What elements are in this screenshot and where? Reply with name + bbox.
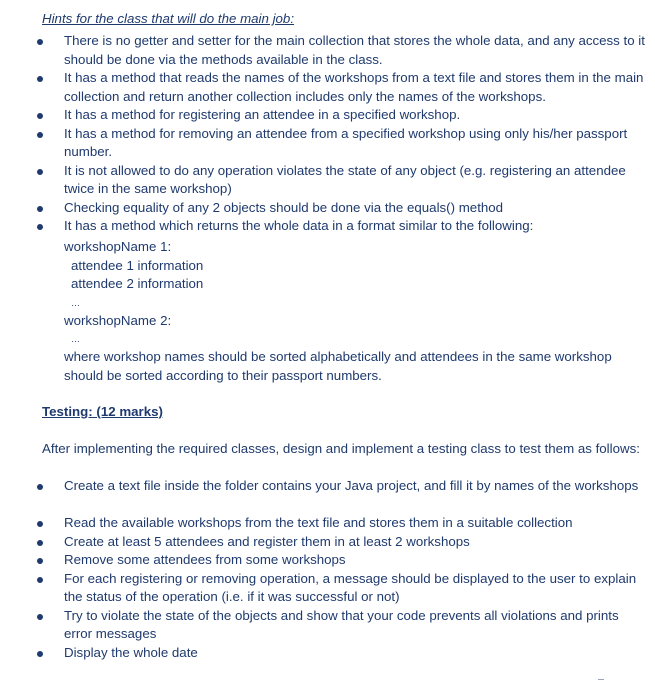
attendee-line: attendee 1 information — [71, 257, 204, 273]
bullet-icon — [37, 577, 43, 583]
list-item — [0, 217, 655, 236]
list-item — [0, 125, 655, 162]
hints-heading: Hints for the class that will do the main job: — [42, 11, 295, 26]
bullet-icon — [37, 76, 43, 82]
page-edge-mark — [598, 679, 604, 680]
bullet-icon — [37, 484, 43, 490]
testing-heading: Testing: (12 marks) — [42, 404, 163, 419]
testing-text: Create a text file inside the folder contains your Java project, and fill it by names of the workshops — [64, 478, 639, 493]
list-item — [0, 32, 655, 69]
hint-text: It has a method for removing an attendee from a specified workshop using only his/her passport number. — [64, 125, 628, 160]
list-item — [0, 162, 655, 199]
testing-text: Read the available workshops from the text file and stores them in a suitable collection — [64, 515, 573, 530]
sorting-note: where workshop names should be sorted alphabetically and attendees in the same workshop should be sorted according to their passport numbers. — [64, 349, 612, 383]
bullet-icon — [37, 206, 43, 212]
testing-text: Display the whole date — [64, 644, 198, 660]
bullet-icon — [37, 521, 43, 527]
testing-text: Try to violate the state of the objects and show that your code prevents all violations and prints error messages — [64, 607, 619, 642]
bullet-icon — [37, 39, 43, 45]
hints-list — [0, 32, 655, 236]
hint-text: It is not allowed to do any operation violates the state of any object (e.g. registering an attendee twice in the same workshop) — [64, 162, 626, 197]
list-item — [0, 570, 655, 607]
list-item — [0, 106, 655, 125]
bullet-icon — [37, 113, 43, 119]
bullet-icon — [37, 558, 43, 564]
workshop-name-line: workshopName 2: — [64, 312, 172, 328]
hint-text: It has a method that reads the names of the workshops from a text file and stores them in the main collection and return another collection includes only the names of the workshops. — [64, 70, 644, 104]
bullet-icon — [37, 132, 43, 138]
workshop-name-line: workshopName 1: — [64, 239, 172, 254]
format-example — [0, 238, 655, 386]
testing-text: For each registering or removing operation, a message should be displayed to the user to explain the status of the operation (i.e. if it was successful or not) — [64, 570, 637, 605]
testing-intro: After implementing the required classes, design and implement a testing class to test them as follows: — [42, 441, 640, 456]
list-item — [0, 199, 655, 218]
attendee-line: attendee 2 information — [71, 276, 204, 292]
testing-list — [0, 477, 655, 662]
bullet-icon — [37, 651, 43, 657]
hint-text: It has a method for registering an attendee in a specified workshop. — [64, 107, 461, 122]
testing-text: Remove some attendees from some workshops — [64, 552, 346, 568]
ellipsis: … — [71, 297, 81, 308]
list-item — [0, 533, 655, 552]
list-item — [0, 477, 655, 514]
bullet-icon — [37, 614, 43, 620]
testing-text: Create at least 5 attendees and register them in at least 2 workshops — [64, 533, 470, 549]
bullet-icon — [37, 169, 43, 175]
hint-text: Checking equality of any 2 objects should be done via the equals() method — [64, 199, 504, 215]
list-item — [0, 644, 655, 663]
list-item — [0, 607, 655, 644]
bullet-icon — [37, 224, 43, 230]
list-item — [0, 551, 655, 570]
hint-text: There is no getter and setter for the main collection that stores the whole data, and any access to it should be done via the methods available in the class. — [64, 33, 645, 67]
list-item — [0, 69, 655, 106]
bullet-icon — [37, 540, 43, 546]
ellipsis: … — [71, 334, 81, 345]
list-item — [0, 514, 655, 533]
hint-text: It has a method which returns the whole data in a format similar to the following: — [64, 218, 534, 234]
